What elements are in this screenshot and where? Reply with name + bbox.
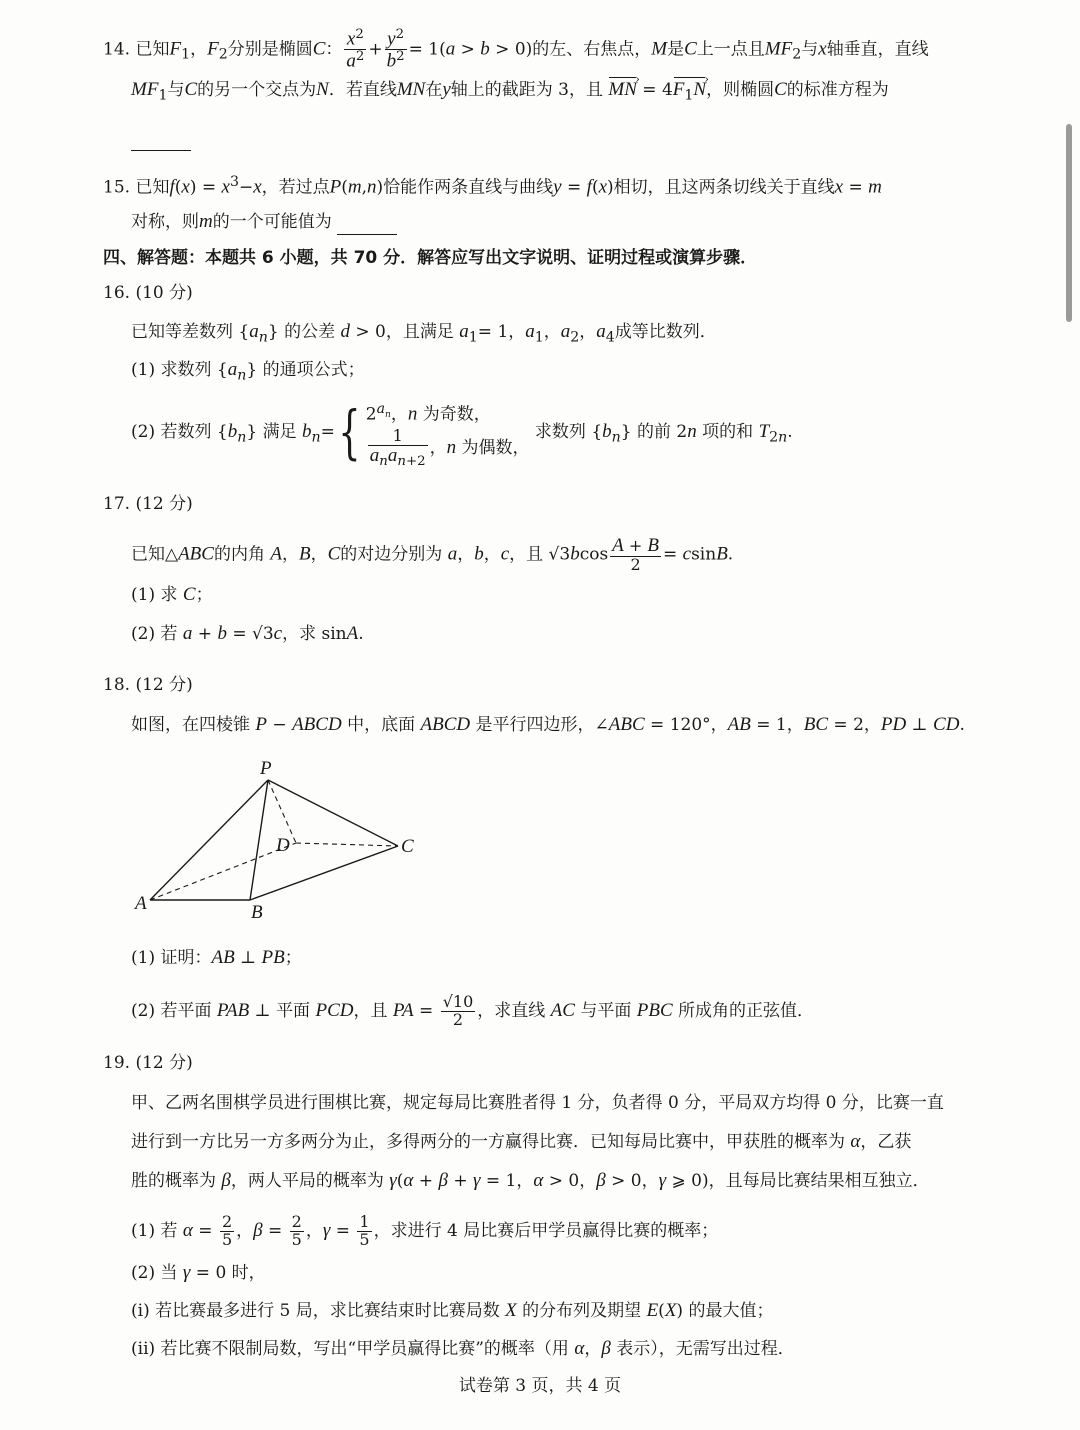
vertex-label-P: P: [260, 758, 272, 779]
q15-line1: 15. 已知$f(x) = x^3-x$，若过点P(m,n)恰能作两条直线与曲线y = f(x)相切，且这两条切线关于直线x = m: [103, 174, 882, 198]
q18-part1: (1) 证明：AB ⊥ PB；: [131, 947, 302, 968]
q17-part2: (2) 若 a + b = √3c，求 sinA.: [131, 623, 364, 644]
q19-part2-i: (i) 若比赛最多进行 5 局，求比赛结束时比赛局数 X 的分布列及期望 E(X) 的最大值；: [131, 1300, 774, 1321]
scrollbar[interactable]: [1066, 124, 1072, 322]
edge-BC: [250, 846, 398, 900]
edge-DC-hidden: [296, 843, 398, 846]
q19-part2: (2) 当 γ = 0 时，: [131, 1262, 266, 1283]
edge-PA: [150, 780, 268, 900]
vertex-label-C: C: [401, 836, 414, 857]
q15-line2: 对称，则m的一个可能值为: [131, 210, 397, 235]
vertex-label-B: B: [251, 902, 263, 923]
section-heading: 四、解答题：本题共 6 小题，共 70 分．解答应写出文字说明、证明过程或演算步骤．: [103, 248, 758, 268]
piecewise-brace: {: [338, 398, 361, 467]
q16-heading: 16. (10 分): [103, 283, 193, 303]
q19-line3: 胜的概率为 β，两人平局的概率为 γ(α + β + γ = 1，α > 0，β > 0，γ ⩾ 0)，且每局比赛结果相互独立．: [131, 1170, 930, 1191]
q19-heading: 19. (12 分): [103, 1053, 193, 1073]
q18-stem: 如图，在四棱锥 P − ABCD 中，底面 ABCD 是平行四边形，∠ABC = 120°，AB = 1，BC = 2，PD ⊥ CD.: [131, 714, 965, 735]
q17-stem: 已知△ABC的内角 A，B，C的对边分别为 a，b，c，且 √3bcos $\frac{A + B}{2}$ = csinB.: [131, 535, 734, 574]
page-footer: 试卷第 3 页，共 4 页: [458, 1376, 622, 1396]
vertex-label-D: D: [276, 835, 290, 856]
q19-line2: 进行到一方比另一方多两分为止，多得两分的一方赢得比赛．已知每局比赛中，甲获胜的概率为 α，乙获: [131, 1131, 912, 1152]
q18-part2: (2) 若平面 PAB ⊥ 平面 PCD，且 PA = $\frac{√10}{2}$ ，求直线 AC 与平面 PBC 所成角的正弦值．: [131, 992, 815, 1029]
q19-line1: 甲、乙两名围棋学员进行围棋比赛，规定每局比赛胜者得 1 分，负者得 0 分，平局双方均得 0 分，比赛一直: [131, 1093, 944, 1113]
q19-part1: (1) 若 α = $\frac{2}{5}$ ，β = $\frac{2}{5}$ ，γ = $\frac{1}{5}$ ，求进行 4 局比赛后甲学员赢得比赛的概率；: [131, 1212, 719, 1249]
edge-PB: [250, 780, 268, 900]
edge-PD-hidden: [268, 780, 296, 843]
q17-heading: 17. (12 分): [103, 494, 193, 514]
q14-line1: 14. 已知$F_1$，$F_2$分别是椭圆C： $\frac{x^2}{a^2}$ + $\frac{y^2}{b^2}$ = 1(a > b > 0)的左、右焦点，M是C上一点且$MF_2$与x轴垂直，直线: [103, 27, 929, 72]
q15-answer-blank[interactable]: [337, 210, 397, 235]
q16-part2: (2) 若数列 $\{b_n\}$ 满足 $b_n=${ $2^{a_n}$，n 为奇数， $\frac{1}{a_na_{n+2}}$ ，n 为偶数， 求数列 $\{b_n\}$ 的前 2n 项的和 $T_{2n}$.: [131, 398, 793, 469]
q18-heading: 18. (12 分): [103, 675, 193, 695]
q16-stem: 已知等差数列 $\{a_n\}$ 的公差 d > 0，且满足 $a_1= 1$，$a_1$，$a_2$，$a_4$成等比数列．: [131, 321, 717, 346]
q14-line2: $MF_1$与C的另一个交点为N．若直线MN在y轴上的截距为 3，且 MN › = $4F_1N$ ›，则椭圆C的标准方程为: [131, 78, 889, 107]
q16-part1: (1) 求数列 $\{a_n\}$ 的通项公式；: [131, 359, 365, 384]
q17-part1: (1) 求 C；: [131, 584, 213, 605]
q15-number: 15.: [103, 177, 131, 198]
q19-part2-ii: (ii) 若比赛不限制局数，写出“甲学员赢得比赛”的概率（用 α，β 表示），无需写出过程．: [131, 1338, 795, 1359]
pyramid-figure: [130, 758, 430, 928]
vertex-label-A: A: [135, 893, 147, 914]
q14-number: 14.: [103, 39, 131, 60]
q14-answer-blank[interactable]: [131, 126, 191, 151]
